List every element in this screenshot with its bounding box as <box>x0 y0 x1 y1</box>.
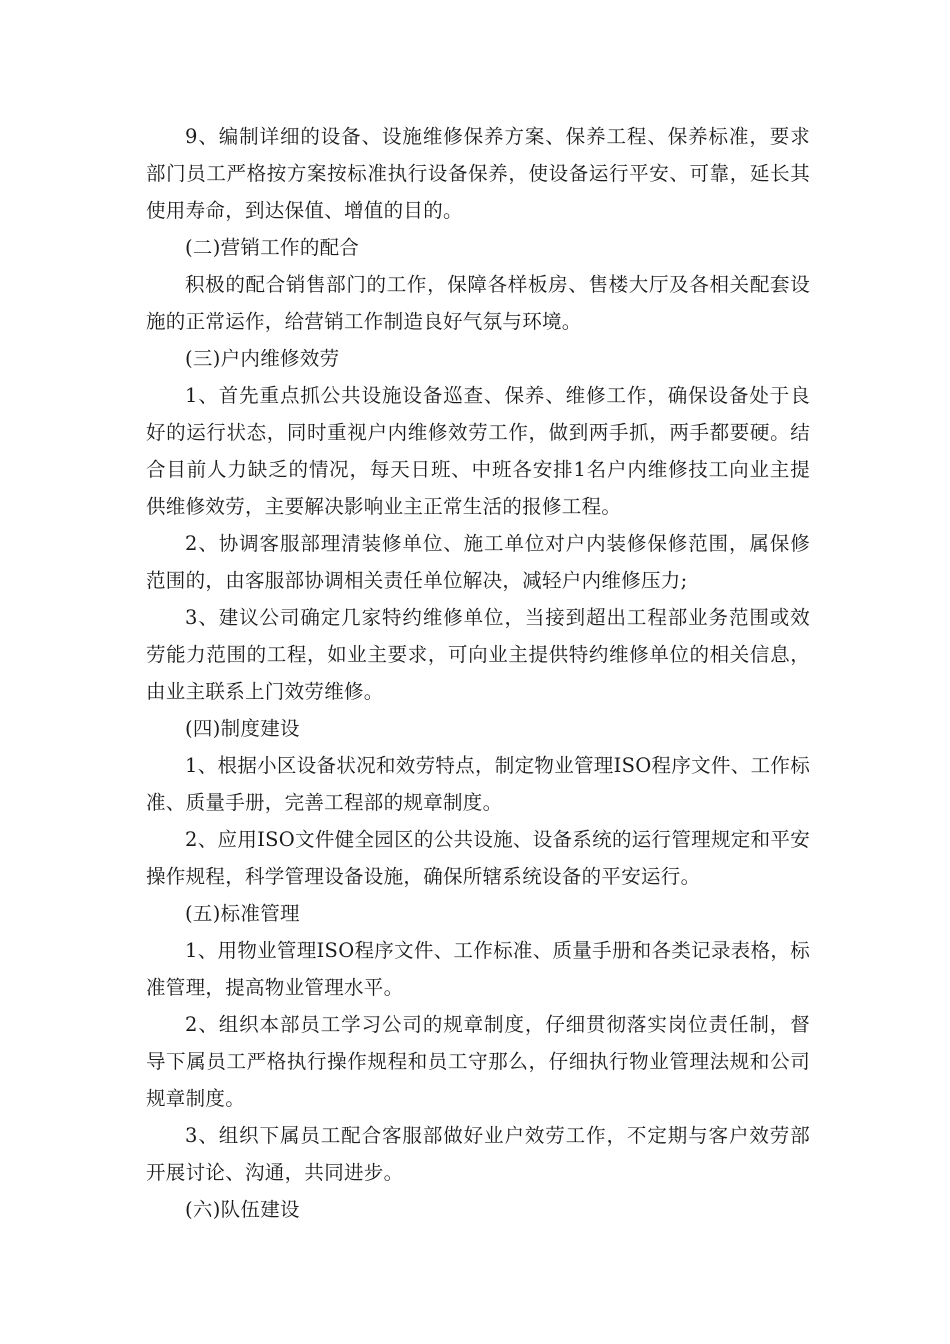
section-heading-marketing: (二)营销工作的配合 <box>185 236 360 259</box>
paragraph-indoor-repair-3: 3、建议公司确定几家特约维修单位，当接到超出工程部业务范围或效劳能力范围的工程，如业主要求，可向业主提供特约维修单位的相关信息，由业主联系上门效劳维修。 <box>146 606 810 703</box>
section-heading-system-building: (四)制度建设 <box>185 717 300 740</box>
paragraph-indoor-repair-1: 1、首先重点抓公共设施设备巡查、保养、维修工作，确保设备处于良好的运行状态，同时重视户内维修效劳工作，做到两手抓，两手都要硬。结合目前人力缺乏的情况，每天日班、中班各安排1名户内维修技工向业主提供维修效劳，主要解决影响业主正常生活的报修工程。 <box>146 384 810 518</box>
paragraph-indoor-repair-2: 2、协调客服部理清装修单位、施工单位对户内装修保修范围，属保修范围的，由客服部协调相关责任单位解决，减轻户内维修压力; <box>146 532 810 592</box>
paragraph-standard-management-2: 2、组织本部员工学习公司的规章制度，仔细贯彻落实岗位责任制，督导下属员工严格执行操作规程和员工守那么，仔细执行物业管理法规和公司规章制度。 <box>146 1013 810 1110</box>
paragraph-item-9: 9、编制详细的设备、设施维修保养方案、保养工程、保养标准，要求部门员工严格按方案按标准执行设备保养，使设备运行平安、可靠，延长其使用寿命，到达保值、增值的目的。 <box>146 125 810 222</box>
paragraph-standard-management-3: 3、组织下属员工配合客服部做好业户效劳工作，不定期与客户效劳部开展讨论、沟通，共同进步。 <box>146 1124 810 1184</box>
section-heading-team-building: (六)队伍建设 <box>185 1198 300 1221</box>
paragraph-standard-management-1: 1、用物业管理ISO程序文件、工作标准、质量手册和各类记录表格，标准管理，提高物业管理水平。 <box>146 939 810 999</box>
document-body <box>146 118 810 1228</box>
section-heading-indoor-repair: (三)户内维修效劳 <box>185 347 340 370</box>
paragraph-system-building-2: 2、应用ISO文件健全园区的公共设施、设备系统的运行管理规定和平安操作规程，科学管理设备设施，确保所辖系统设备的平安运行。 <box>146 828 810 888</box>
section-heading-standard-management: (五)标准管理 <box>185 902 300 925</box>
paragraph-system-building-1: 1、根据小区设备状况和效劳特点，制定物业管理ISO程序文件、工作标准、质量手册，完善工程部的规章制度。 <box>146 754 810 814</box>
paragraph-marketing: 积极的配合销售部门的工作，保障各样板房、售楼大厅及各相关配套设施的正常运作，给营销工作制造良好气氛与环境。 <box>146 273 810 333</box>
